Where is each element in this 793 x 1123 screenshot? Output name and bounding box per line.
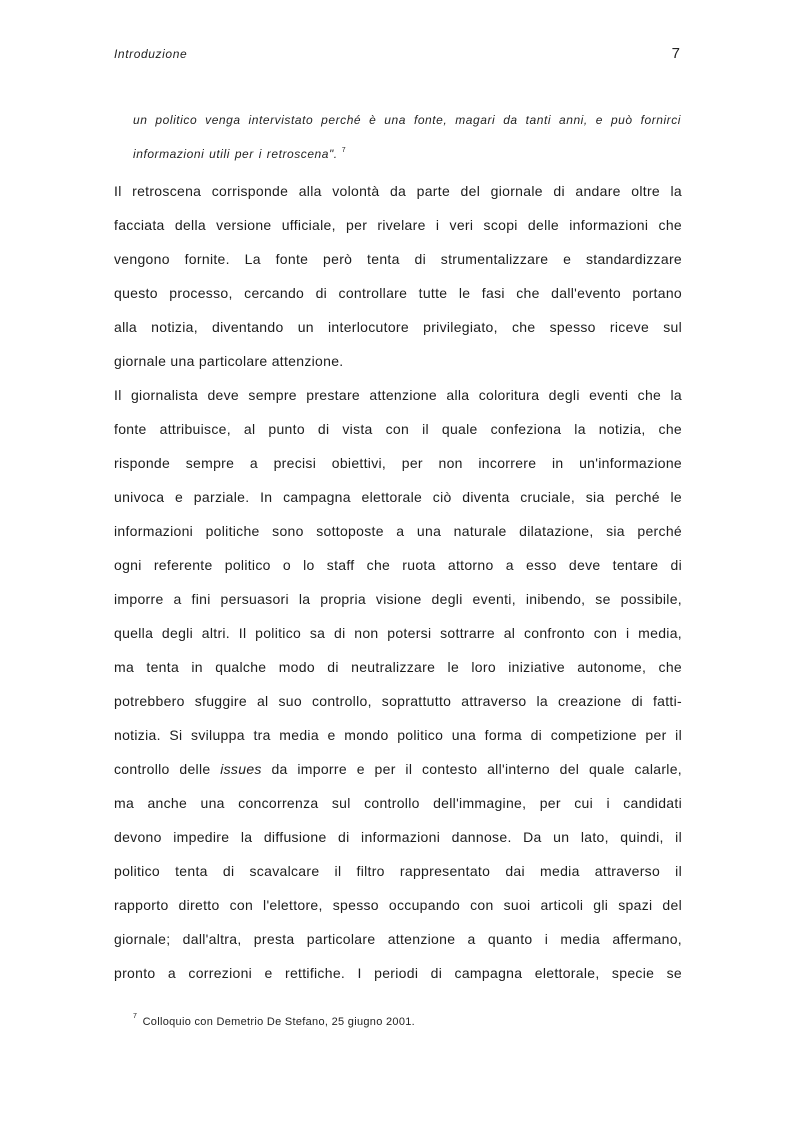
paragraph-line: imporre a fini persuasori la propria visione degli eventi, inibendo, se possibile, [114,591,682,607]
paragraph-line: univoca e parziale. In campagna elettorale ciò diventa cruciale, sia perché le [114,489,682,505]
paragraph-line-issues [114,752,682,786]
paragraph-line: Il giornalista deve sempre prestare attenzione alla coloritura degli eventi che la [114,387,682,403]
footnote-number: 7 [133,1013,138,1020]
paragraph-line: quella degli altri. Il politico sa di non potersi sottrarre al confronto con i media, [114,625,682,641]
paragraph-line: notizia. Si sviluppa tra media e mondo politico una forma di competizione per il [114,727,682,743]
quote-line-last [133,143,681,177]
running-header-title: Introduzione [114,47,188,61]
quote-line: un politico venga intervistato perché è una fonte, magari da tanti anni, e può fornirci [133,113,681,127]
paragraph-line: fonte attribuisce, al punto di vista con il quale confeziona la notizia, che [114,421,682,437]
paragraph-line: vengono fornite. La fonte però tenta di strumentalizzare e standardizzare [114,251,682,267]
paragraph-line: devono impedire la diffusione di informazioni dannose. Da un lato, quindi, il [114,829,682,845]
issues-line-after: da imporre e per il contesto all'interno del quale calarle, [261,761,682,777]
paragraph-line: ogni referente politico o lo staff che ruota attorno a esso deve tentare di [114,557,682,573]
paragraph-line: pronto a correzioni e rettifiche. I periodi di campagna elettorale, specie se [114,965,682,981]
body-text [114,174,682,990]
issues-term-italic: issues [220,761,262,777]
quote-footnote-ref: 7 [341,147,347,154]
paragraph-line: facciata della versione ufficiale, per rivelare i veri scopi delle informazioni che [114,217,682,233]
paragraph-2 [114,378,682,990]
paragraph-1 [114,174,682,378]
paragraph-line: informazioni politiche sono sottoposte a una naturale dilatazione, sia perché [114,523,682,539]
paragraph-line: giornale; dall'altra, presta particolare attenzione a quanto i media affermano, [114,931,682,947]
quote-line-text: informazioni utili per i retroscena". [133,147,338,161]
paragraph-line: potrebbero sfuggire al suo controllo, soprattutto attraverso la creazione di fatti- [114,693,682,709]
paragraph-line: politico tenta di scavalcare il filtro rappresentato dai media attraverso il [114,863,682,879]
footnote-text: Colloquio con Demetrio De Stefano, 25 giugno 2001. [142,1016,416,1028]
block-quote [133,109,681,177]
paragraph-line: questo processo, cercando di controllare tutte le fasi che dall'evento portano [114,285,682,301]
paragraph-line: giornale una particolare attenzione. [114,353,344,369]
issues-line-before: controllo delle [114,761,221,777]
paragraph-line: ma tenta in qualche modo di neutralizzare le loro iniziative autonome, che [114,659,682,675]
paragraph-line: ma anche una concorrenza sul controllo dell'immagine, per cui i candidati [114,795,682,811]
page-number: 7 [671,45,680,62]
footnote [133,1013,416,1028]
paragraph-line: risponde sempre a precisi obiettivi, per non incorrere in un'informazione [114,455,682,471]
paragraph-line: Il retroscena corrisponde alla volontà da parte del giornale di andare oltre la [114,183,682,199]
paragraph-line: alla notizia, diventando un interlocutore privilegiato, che spesso riceve sul [114,319,682,335]
paragraph-line: rapporto diretto con l'elettore, spesso occupando con suoi articoli gli spazi del [114,897,682,913]
